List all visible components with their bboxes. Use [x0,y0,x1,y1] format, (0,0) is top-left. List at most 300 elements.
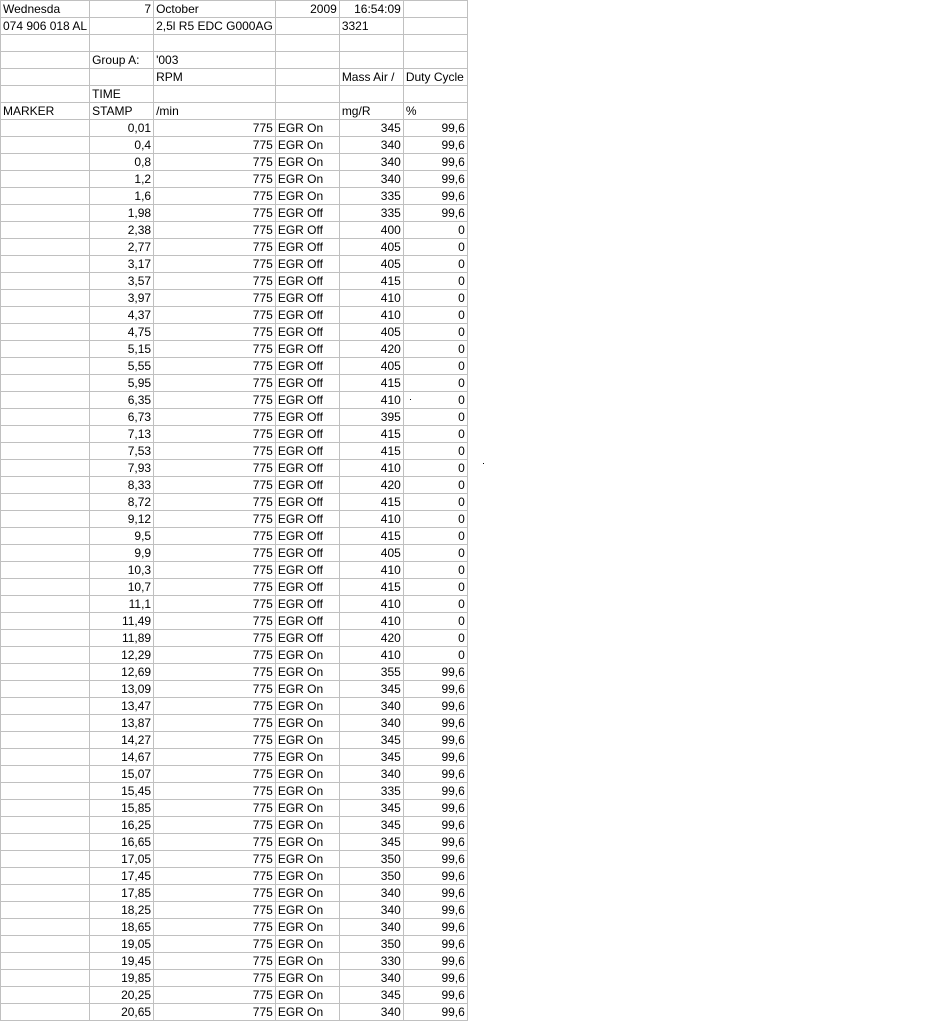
marker-cell[interactable] [1,783,90,800]
header-cell[interactable] [90,69,154,86]
data-cell[interactable]: 7,93 [90,460,154,477]
data-cell[interactable]: 775 [154,545,276,562]
data-cell[interactable]: 350 [339,868,403,885]
data-cell[interactable]: 775 [154,783,276,800]
data-cell[interactable]: 775 [154,341,276,358]
data-cell[interactable]: 345 [339,120,403,137]
header-cell[interactable] [403,52,467,69]
marker-cell[interactable] [1,681,90,698]
data-cell[interactable]: 775 [154,443,276,460]
data-cell[interactable]: 420 [339,477,403,494]
data-cell[interactable]: 405 [339,239,403,256]
data-cell[interactable]: 775 [154,885,276,902]
data-cell[interactable]: 410 [339,562,403,579]
data-cell[interactable]: EGR On [275,885,339,902]
data-cell[interactable]: 0 [403,647,467,664]
data-cell[interactable]: 410 [339,596,403,613]
data-cell[interactable]: 775 [154,222,276,239]
data-cell[interactable]: 19,85 [90,970,154,987]
marker-cell[interactable] [1,919,90,936]
data-cell[interactable]: 11,89 [90,630,154,647]
data-cell[interactable]: EGR Off [275,222,339,239]
data-cell[interactable]: 0 [403,443,467,460]
data-cell[interactable]: 1,98 [90,205,154,222]
data-cell[interactable]: 10,3 [90,562,154,579]
marker-cell[interactable] [1,630,90,647]
data-cell[interactable]: EGR On [275,1004,339,1021]
data-cell[interactable]: 775 [154,851,276,868]
data-cell[interactable]: 1,6 [90,188,154,205]
data-cell[interactable]: 775 [154,732,276,749]
data-cell[interactable]: 350 [339,936,403,953]
data-cell[interactable]: 410 [339,392,403,409]
data-cell[interactable]: 3,17 [90,256,154,273]
data-cell[interactable]: 775 [154,919,276,936]
data-cell[interactable]: 330 [339,953,403,970]
data-cell[interactable]: 395 [339,409,403,426]
data-cell[interactable]: 775 [154,392,276,409]
marker-cell[interactable] [1,324,90,341]
data-cell[interactable]: 775 [154,171,276,188]
data-cell[interactable]: 17,45 [90,868,154,885]
data-cell[interactable]: EGR Off [275,239,339,256]
data-cell[interactable]: 0 [403,290,467,307]
data-cell[interactable]: 410 [339,647,403,664]
data-cell[interactable]: 345 [339,800,403,817]
header-cell[interactable] [154,86,276,103]
data-cell[interactable]: EGR On [275,817,339,834]
data-cell[interactable]: 99,6 [403,120,467,137]
data-cell[interactable]: 99,6 [403,766,467,783]
data-cell[interactable]: 345 [339,834,403,851]
marker-cell[interactable] [1,477,90,494]
header-cell[interactable]: MARKER [1,103,90,120]
header-cell[interactable] [275,69,339,86]
data-cell[interactable]: 775 [154,137,276,154]
data-cell[interactable]: 340 [339,715,403,732]
data-cell[interactable]: 0 [403,341,467,358]
data-cell[interactable]: 350 [339,851,403,868]
data-cell[interactable]: 775 [154,426,276,443]
header-cell[interactable]: TIME [90,86,154,103]
data-cell[interactable]: 775 [154,154,276,171]
marker-cell[interactable] [1,443,90,460]
marker-cell[interactable] [1,749,90,766]
header-cell[interactable] [403,35,467,52]
data-cell[interactable]: 5,95 [90,375,154,392]
data-cell[interactable]: EGR Off [275,511,339,528]
data-cell[interactable]: 775 [154,596,276,613]
data-cell[interactable]: 405 [339,358,403,375]
data-cell[interactable]: 775 [154,953,276,970]
data-cell[interactable]: 775 [154,817,276,834]
data-cell[interactable]: 13,09 [90,681,154,698]
data-cell[interactable]: 99,6 [403,732,467,749]
data-cell[interactable]: EGR Off [275,528,339,545]
data-cell[interactable]: 775 [154,460,276,477]
header-cell[interactable]: October [154,1,276,18]
data-cell[interactable]: 99,6 [403,902,467,919]
data-cell[interactable]: 4,37 [90,307,154,324]
data-cell[interactable]: 0 [403,511,467,528]
data-cell[interactable]: 0 [403,596,467,613]
data-cell[interactable]: 99,6 [403,936,467,953]
header-cell[interactable] [275,103,339,120]
data-cell[interactable]: EGR Off [275,562,339,579]
header-cell[interactable]: Group A: [90,52,154,69]
marker-cell[interactable] [1,664,90,681]
data-cell[interactable]: 14,27 [90,732,154,749]
data-cell[interactable]: 99,6 [403,851,467,868]
data-cell[interactable]: 3,97 [90,290,154,307]
header-cell[interactable] [403,1,467,18]
data-cell[interactable]: 99,6 [403,137,467,154]
data-cell[interactable]: 99,6 [403,834,467,851]
data-cell[interactable]: 775 [154,800,276,817]
data-cell[interactable]: 345 [339,749,403,766]
data-cell[interactable]: 16,65 [90,834,154,851]
data-cell[interactable]: 4,75 [90,324,154,341]
data-cell[interactable]: EGR On [275,902,339,919]
data-cell[interactable]: EGR On [275,987,339,1004]
data-cell[interactable]: 345 [339,732,403,749]
data-cell[interactable]: 775 [154,324,276,341]
data-cell[interactable]: 775 [154,375,276,392]
header-cell[interactable]: 7 [90,1,154,18]
data-cell[interactable]: 3,57 [90,273,154,290]
header-cell[interactable]: Mass Air / [339,69,403,86]
data-cell[interactable]: 335 [339,188,403,205]
data-cell[interactable]: 410 [339,290,403,307]
marker-cell[interactable] [1,579,90,596]
marker-cell[interactable] [1,171,90,188]
data-cell[interactable]: 0 [403,613,467,630]
data-cell[interactable]: 0 [403,545,467,562]
data-cell[interactable]: EGR On [275,120,339,137]
data-cell[interactable]: EGR On [275,647,339,664]
data-cell[interactable]: EGR On [275,936,339,953]
data-cell[interactable]: 420 [339,341,403,358]
data-cell[interactable]: 20,25 [90,987,154,1004]
data-cell[interactable]: 420 [339,630,403,647]
data-cell[interactable]: 775 [154,494,276,511]
header-cell[interactable]: 074 906 018 AL [1,18,90,35]
data-cell[interactable]: 400 [339,222,403,239]
marker-cell[interactable] [1,970,90,987]
data-cell[interactable]: 775 [154,613,276,630]
data-cell[interactable]: 775 [154,256,276,273]
marker-cell[interactable] [1,545,90,562]
marker-cell[interactable] [1,256,90,273]
data-cell[interactable]: 775 [154,902,276,919]
data-cell[interactable]: EGR Off [275,375,339,392]
data-cell[interactable]: 19,05 [90,936,154,953]
data-cell[interactable]: 340 [339,902,403,919]
data-cell[interactable]: 99,6 [403,1004,467,1021]
marker-cell[interactable] [1,137,90,154]
data-cell[interactable]: 340 [339,154,403,171]
data-cell[interactable]: 6,35 [90,392,154,409]
data-cell[interactable]: 775 [154,664,276,681]
data-cell[interactable]: 775 [154,749,276,766]
data-cell[interactable]: 0 [403,239,467,256]
data-cell[interactable]: 345 [339,987,403,1004]
marker-cell[interactable] [1,715,90,732]
data-cell[interactable]: EGR On [275,834,339,851]
data-cell[interactable]: 355 [339,664,403,681]
data-cell[interactable]: EGR On [275,664,339,681]
data-cell[interactable]: 340 [339,171,403,188]
data-cell[interactable]: 2,77 [90,239,154,256]
data-cell[interactable]: 9,12 [90,511,154,528]
data-cell[interactable]: 99,6 [403,749,467,766]
data-cell[interactable]: 18,65 [90,919,154,936]
header-cell[interactable]: % [403,103,467,120]
data-cell[interactable]: 775 [154,290,276,307]
data-cell[interactable]: 15,85 [90,800,154,817]
data-cell[interactable]: 775 [154,273,276,290]
data-cell[interactable]: 13,47 [90,698,154,715]
data-cell[interactable]: 415 [339,273,403,290]
data-cell[interactable]: EGR Off [275,307,339,324]
data-cell[interactable]: 0 [403,273,467,290]
marker-cell[interactable] [1,307,90,324]
data-cell[interactable]: 410 [339,460,403,477]
data-cell[interactable]: 12,69 [90,664,154,681]
data-cell[interactable]: 5,55 [90,358,154,375]
data-cell[interactable]: 99,6 [403,171,467,188]
marker-cell[interactable] [1,953,90,970]
data-cell[interactable]: 0,01 [90,120,154,137]
data-cell[interactable]: 99,6 [403,919,467,936]
marker-cell[interactable] [1,800,90,817]
data-cell[interactable]: 345 [339,817,403,834]
header-cell[interactable]: RPM [154,69,276,86]
data-cell[interactable]: 775 [154,1004,276,1021]
data-cell[interactable]: 0 [403,358,467,375]
marker-cell[interactable] [1,732,90,749]
data-cell[interactable]: 0 [403,392,467,409]
data-cell[interactable]: 99,6 [403,868,467,885]
data-cell[interactable]: 775 [154,358,276,375]
data-cell[interactable]: 415 [339,443,403,460]
data-cell[interactable]: 15,45 [90,783,154,800]
header-cell[interactable]: 2009 [275,1,339,18]
marker-cell[interactable] [1,698,90,715]
header-cell[interactable] [275,86,339,103]
data-cell[interactable]: 5,15 [90,341,154,358]
marker-cell[interactable] [1,205,90,222]
data-cell[interactable]: 1,2 [90,171,154,188]
header-cell[interactable] [90,35,154,52]
data-cell[interactable]: 340 [339,970,403,987]
data-cell[interactable]: 405 [339,545,403,562]
data-cell[interactable]: EGR On [275,154,339,171]
data-cell[interactable]: 14,67 [90,749,154,766]
header-cell[interactable] [1,69,90,86]
data-cell[interactable]: 13,87 [90,715,154,732]
marker-cell[interactable] [1,817,90,834]
data-cell[interactable]: 7,53 [90,443,154,460]
data-cell[interactable]: 775 [154,120,276,137]
data-cell[interactable]: EGR Off [275,579,339,596]
data-cell[interactable]: 340 [339,698,403,715]
marker-cell[interactable] [1,834,90,851]
data-cell[interactable]: 0 [403,222,467,239]
data-cell[interactable]: 17,85 [90,885,154,902]
data-cell[interactable]: 775 [154,970,276,987]
data-cell[interactable]: 99,6 [403,188,467,205]
header-cell[interactable]: Duty Cycle [403,69,467,86]
data-cell[interactable]: EGR Off [275,545,339,562]
data-cell[interactable]: 775 [154,562,276,579]
data-cell[interactable]: 775 [154,834,276,851]
header-cell[interactable]: Wednesda [1,1,90,18]
data-cell[interactable]: 415 [339,528,403,545]
data-cell[interactable]: EGR Off [275,392,339,409]
data-cell[interactable]: 6,73 [90,409,154,426]
data-cell[interactable]: 0,4 [90,137,154,154]
data-cell[interactable]: 10,7 [90,579,154,596]
marker-cell[interactable] [1,1004,90,1021]
header-cell[interactable] [275,35,339,52]
header-cell[interactable] [403,86,467,103]
data-cell[interactable]: 99,6 [403,800,467,817]
data-cell[interactable]: 775 [154,477,276,494]
marker-cell[interactable] [1,868,90,885]
header-cell[interactable]: 2,5l R5 EDC G000AG [154,18,276,35]
data-cell[interactable]: EGR Off [275,273,339,290]
data-cell[interactable]: 335 [339,205,403,222]
data-cell[interactable]: 405 [339,324,403,341]
data-cell[interactable]: 775 [154,681,276,698]
data-cell[interactable]: 99,6 [403,715,467,732]
marker-cell[interactable] [1,766,90,783]
header-cell[interactable]: /min [154,103,276,120]
data-cell[interactable]: EGR On [275,715,339,732]
data-cell[interactable]: 415 [339,494,403,511]
data-cell[interactable]: 20,65 [90,1004,154,1021]
marker-cell[interactable] [1,222,90,239]
data-cell[interactable]: 99,6 [403,987,467,1004]
data-cell[interactable]: EGR Off [275,613,339,630]
data-cell[interactable]: 775 [154,409,276,426]
data-cell[interactable]: 775 [154,511,276,528]
marker-cell[interactable] [1,596,90,613]
data-cell[interactable]: 18,25 [90,902,154,919]
data-cell[interactable]: EGR On [275,749,339,766]
header-cell[interactable] [339,52,403,69]
data-cell[interactable]: EGR On [275,732,339,749]
data-cell[interactable]: EGR On [275,851,339,868]
marker-cell[interactable] [1,375,90,392]
data-cell[interactable]: EGR Off [275,324,339,341]
data-cell[interactable]: EGR Off [275,256,339,273]
data-cell[interactable]: EGR Off [275,630,339,647]
data-cell[interactable]: 19,45 [90,953,154,970]
data-cell[interactable]: 15,07 [90,766,154,783]
marker-cell[interactable] [1,902,90,919]
marker-cell[interactable] [1,290,90,307]
data-cell[interactable]: 99,6 [403,154,467,171]
data-cell[interactable]: 11,1 [90,596,154,613]
data-cell[interactable]: EGR Off [275,596,339,613]
data-cell[interactable]: 8,33 [90,477,154,494]
marker-cell[interactable] [1,460,90,477]
marker-cell[interactable] [1,188,90,205]
marker-cell[interactable] [1,885,90,902]
marker-cell[interactable] [1,647,90,664]
data-cell[interactable]: EGR Off [275,494,339,511]
data-cell[interactable]: 775 [154,936,276,953]
data-cell[interactable]: 775 [154,766,276,783]
data-cell[interactable]: 0 [403,494,467,511]
data-cell[interactable]: EGR On [275,766,339,783]
data-cell[interactable]: EGR Off [275,477,339,494]
marker-cell[interactable] [1,511,90,528]
marker-cell[interactable] [1,562,90,579]
data-cell[interactable]: 99,6 [403,953,467,970]
data-cell[interactable]: 17,05 [90,851,154,868]
marker-cell[interactable] [1,120,90,137]
data-cell[interactable]: 340 [339,137,403,154]
data-cell[interactable]: 775 [154,630,276,647]
marker-cell[interactable] [1,494,90,511]
header-cell[interactable] [339,35,403,52]
data-cell[interactable]: 415 [339,579,403,596]
data-cell[interactable]: 99,6 [403,970,467,987]
header-cell[interactable]: mg/R [339,103,403,120]
data-cell[interactable]: EGR Off [275,341,339,358]
header-cell[interactable]: 3321 [339,18,403,35]
data-cell[interactable]: EGR Off [275,205,339,222]
header-cell[interactable] [90,18,154,35]
data-cell[interactable]: 345 [339,681,403,698]
data-cell[interactable]: 0 [403,562,467,579]
marker-cell[interactable] [1,528,90,545]
marker-cell[interactable] [1,987,90,1004]
data-cell[interactable]: EGR Off [275,426,339,443]
data-cell[interactable]: 775 [154,579,276,596]
data-cell[interactable]: 0 [403,579,467,596]
data-cell[interactable]: EGR On [275,698,339,715]
data-cell[interactable]: 340 [339,919,403,936]
marker-cell[interactable] [1,426,90,443]
marker-cell[interactable] [1,851,90,868]
marker-cell[interactable] [1,392,90,409]
header-cell[interactable] [339,86,403,103]
data-cell[interactable]: 775 [154,698,276,715]
data-cell[interactable]: 415 [339,426,403,443]
data-cell[interactable]: 9,5 [90,528,154,545]
marker-cell[interactable] [1,409,90,426]
data-cell[interactable]: 9,9 [90,545,154,562]
data-cell[interactable]: 775 [154,205,276,222]
header-cell[interactable] [275,18,339,35]
data-cell[interactable]: 99,6 [403,205,467,222]
header-cell[interactable]: STAMP [90,103,154,120]
data-cell[interactable]: 775 [154,307,276,324]
data-cell[interactable]: 775 [154,868,276,885]
data-cell[interactable]: EGR On [275,953,339,970]
data-cell[interactable]: 99,6 [403,885,467,902]
data-cell[interactable]: EGR Off [275,460,339,477]
data-cell[interactable]: 775 [154,239,276,256]
data-cell[interactable]: 775 [154,987,276,1004]
data-cell[interactable]: 415 [339,375,403,392]
data-cell[interactable]: 8,72 [90,494,154,511]
data-cell[interactable]: 0,8 [90,154,154,171]
